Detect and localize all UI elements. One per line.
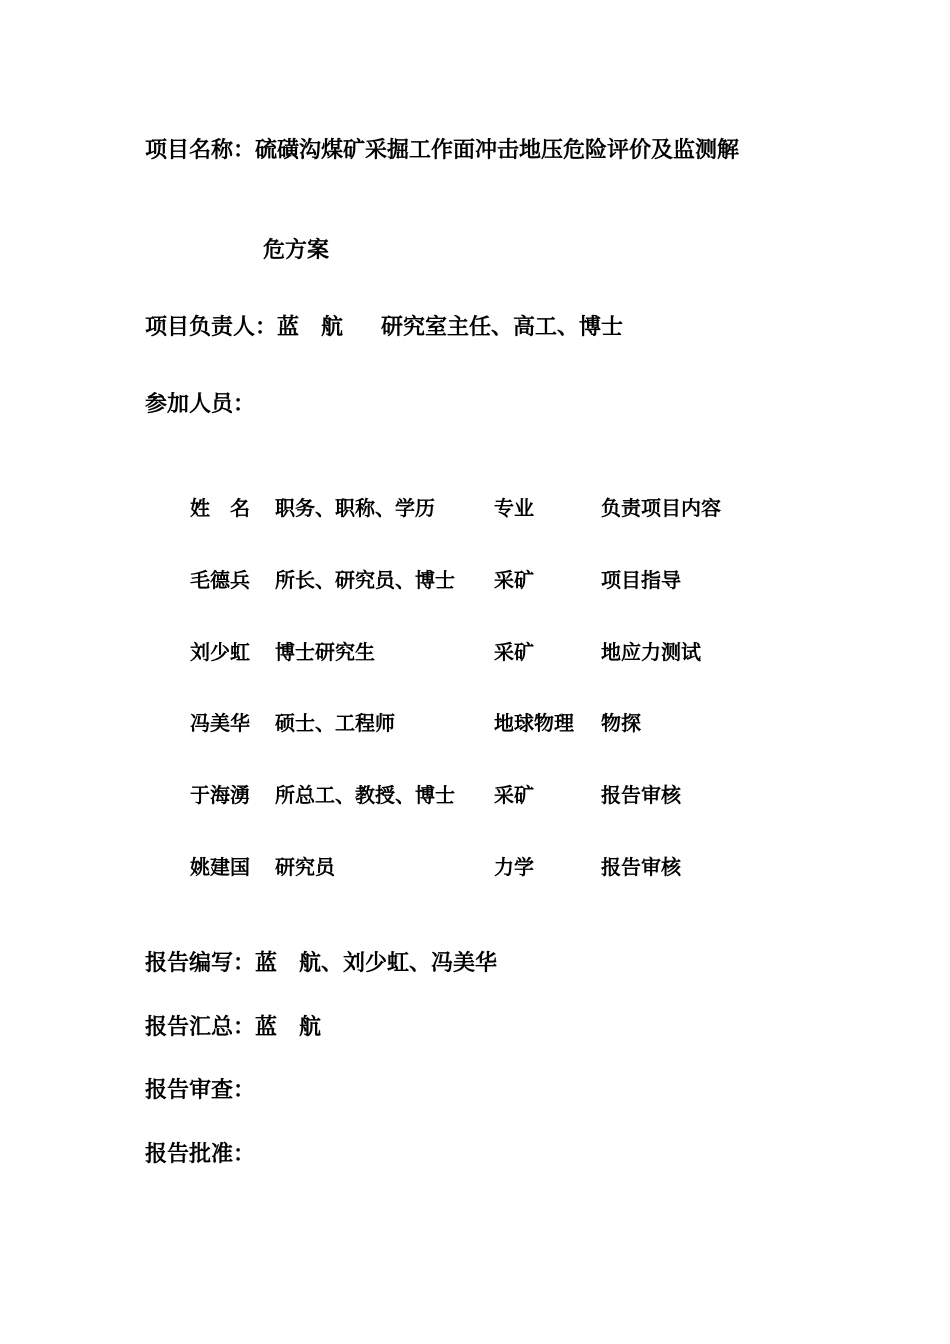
project-name [145, 140, 739, 162]
header-duty: 负责项目内容 [601, 496, 721, 520]
row-major: 采矿 [494, 783, 534, 807]
row-name: 于海湧 [190, 783, 250, 807]
row-major: 地球物理 [494, 711, 574, 735]
report-summary [145, 1017, 321, 1039]
project-name-label: 项目名称： [145, 138, 256, 163]
header-major: 专业 [494, 496, 534, 520]
row-duty: 报告审核 [601, 855, 681, 879]
project-leader [145, 317, 623, 339]
leader-label: 项目负责人： [145, 315, 278, 340]
project-name-line2: 危方案 [263, 238, 330, 263]
row-title: 所长、研究员、博士 [275, 568, 455, 592]
row-title: 博士研究生 [275, 640, 375, 664]
report-summary-label: 报告汇总： [145, 1015, 256, 1040]
row-name: 刘少虹 [190, 640, 250, 664]
report-summary-value: 蓝 航 [255, 1015, 322, 1040]
report-writing-label: 报告编写： [145, 951, 256, 976]
participants-label: 参加人员： [145, 392, 256, 417]
leader-title: 研究室主任、高工、博士 [381, 315, 624, 340]
row-name: 冯美华 [190, 711, 250, 735]
report-review-label: 报告审查： [145, 1078, 256, 1103]
row-name: 毛德兵 [190, 568, 250, 592]
row-duty: 物探 [601, 711, 641, 735]
report-writing-value: 蓝 航、刘少虹、冯美华 [255, 951, 498, 976]
row-duty: 报告审核 [601, 783, 681, 807]
row-title: 研究员 [275, 855, 335, 879]
row-major: 采矿 [494, 568, 534, 592]
report-approval-label: 报告批准： [145, 1142, 256, 1167]
row-duty: 地应力测试 [601, 640, 701, 664]
project-name-line1: 硫磺沟煤矿采掘工作面冲击地压危险评价及监测解 [255, 138, 740, 163]
header-title: 职务、职称、学历 [275, 496, 435, 520]
row-name: 姚建国 [190, 855, 250, 879]
leader-name: 蓝 航 [277, 315, 344, 340]
row-major: 力学 [494, 855, 534, 879]
row-title: 所总工、教授、博士 [275, 783, 455, 807]
header-name: 姓 名 [190, 496, 250, 520]
row-major: 采矿 [494, 640, 534, 664]
row-duty: 项目指导 [601, 568, 681, 592]
report-writing [145, 953, 497, 975]
row-title: 硕士、工程师 [275, 711, 395, 735]
